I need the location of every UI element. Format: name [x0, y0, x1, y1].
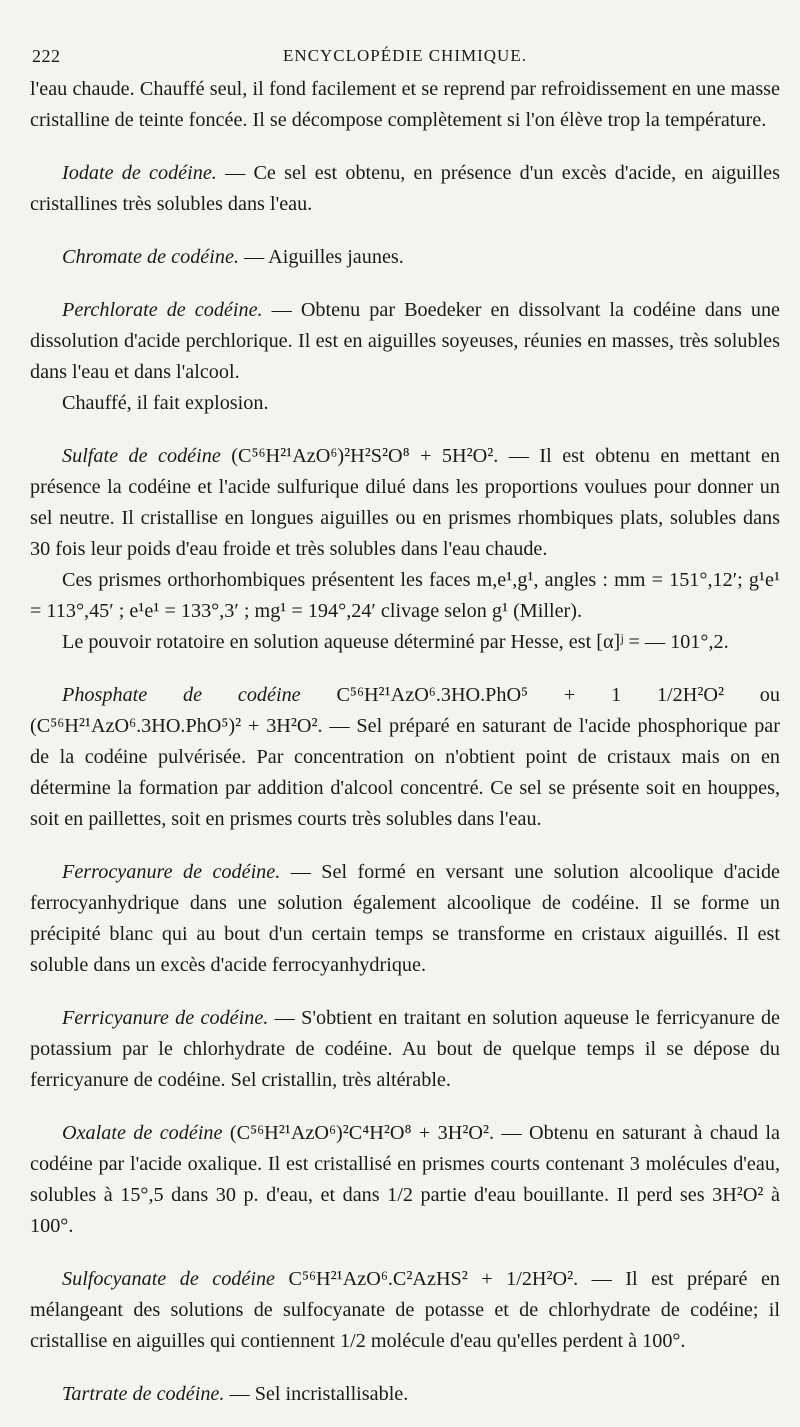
paragraph-title: Sulfate de codéine [62, 445, 221, 467]
paragraph-text: Le pouvoir rotatoire en solution aqueuse déterminé par Hesse, est [α]ʲ = — 101°,2. [62, 631, 729, 653]
page-body [30, 74, 780, 1410]
paragraph-text: — S'obtient en traitant en solution aqueuse le ferricyanure de potassium par le chlorhydrate de codéine. Au bout de quelque temps il se dépose du ferricyanure de codéine. Sel cristallin, très altérable. [30, 1007, 780, 1091]
paragraph-text: Chauffé, il fait explosion. [62, 392, 269, 414]
paragraph-title: Phosphate de codéine [62, 684, 301, 706]
paragraph-sulfate-crystals [30, 565, 780, 627]
paragraph-title: Ferricyanure de codéine. [62, 1007, 269, 1029]
paragraph-tartrate [30, 1379, 780, 1410]
paragraph-title: Perchlorate de codéine. [62, 299, 263, 321]
paragraph-chromate [30, 242, 780, 273]
paragraph-title: Oxalate de codéine [62, 1122, 223, 1144]
paragraph-title: Chromate de codéine. [62, 246, 239, 268]
paragraph-text: l'eau chaude. Chauffé seul, il fond facilement et se reprend par refroidissement en une masse cristalline de teinte foncée. Il se décompose complètement si l'on élève trop la température. [30, 78, 780, 131]
paragraph-text: — Sel formé en versant une solution alcoolique d'acide ferrocyanhydrique dans une solution également alcoolique de codéine. Il se forme un précipité blanc qui au bout d'un certain temps se transforme en cristaux aiguillés. Il est soluble dans un excès d'acide ferrocyanhydrique. [30, 861, 780, 976]
paragraph-title: Ferrocyanure de codéine. [62, 861, 281, 883]
paragraph-text: C⁵⁶H²¹AzO⁶.3HO.PhO⁵ + 1 1/2H²O² ou (C⁵⁶H²¹AzO⁶.3HO.PhO⁵)² + 3H²O². — Sel préparé en saturant de l'acide phosphorique par de la codéine pulvérisée. Par concentration on n'obtient point de cristaux mais on en détermine la formation par addition d'alcool concentré. Ce sel se présente soit en houppes, soit en paillettes, soit en prismes courts très solubles dans l'eau. [30, 684, 780, 830]
paragraph-text: — Aiguilles jaunes. [244, 246, 404, 268]
paragraph-ferrocyanure [30, 857, 780, 981]
paragraph-iodate [30, 158, 780, 220]
paragraph-sulfate [30, 441, 780, 565]
paragraph-ferricyanure [30, 1003, 780, 1096]
page-number: 222 [32, 46, 61, 66]
paragraph-text: Ces prismes orthorhombiques présentent les faces m,e¹,g¹, angles : mm = 151°,12′; g¹e¹ = 113°,45′ ; e¹e¹ = 133°,3′ ; mg¹ = 194°,24′ clivage selon g¹ (Miller). [30, 569, 780, 622]
paragraph-text: — Obtenu par Boedeker en dissolvant la codéine dans une dissolution d'acide perchlorique. Il est en aiguilles soyeuses, réunies en masses, très solubles dans l'eau et dans l'alcool. [30, 299, 780, 383]
paragraph-text: C⁵⁶H²¹AzO⁶.C²AzHS² + 1/2H²O². — Il est préparé en mélangeant des solutions de sulfocyanate de potasse et de chlorhydrate de codéine; il cristallise en aiguilles qui contiennent 1/2 molécule d'eau qu'elles perdent à 100°. [30, 1268, 781, 1352]
paragraph-oxalate [30, 1118, 780, 1242]
paragraph-text: — Ce sel est obtenu, en présence d'un excès d'acide, en aiguilles cristallines très solubles dans l'eau. [30, 162, 781, 215]
paragraph-sulfate-rotation [30, 627, 780, 658]
paragraph-text: — Sel incristallisable. [229, 1383, 409, 1405]
page-header [30, 40, 780, 74]
running-head: ENCYCLOPÉDIE CHIMIQUE. [283, 46, 527, 65]
paragraph-title: Tartrate de codéine. [62, 1383, 225, 1405]
paragraph-title: Sulfocyanate de codéine [62, 1268, 276, 1290]
paragraph-sulfocyanate [30, 1264, 780, 1357]
paragraph-text: (C⁵⁶H²¹AzO⁶)²C⁴H²O⁸ + 3H²O². — Obtenu en saturant à chaud la codéine par l'acide oxalique. Il est cristallisé en prismes courts contenant 3 molécules d'eau, solubles à 15°,5 dans 30 p. d'eau, et dans 1/2 partie d'eau bouillante. Il perd ses 3H²O² à 100°. [30, 1122, 780, 1237]
paragraph-continuation [30, 74, 780, 136]
paragraph-title: Iodate de codéine. [62, 162, 217, 184]
paragraph-text: (C⁵⁶H²¹AzO⁶)²H²S²O⁸ + 5H²O². — Il est obtenu en mettant en présence la codéine et l'acide sulfurique dilué dans les proportions voulues pour donner un sel neutre. Il cristallise en longues aiguilles ou en prismes rhombiques plats, solubles dans 30 fois leur poids d'eau froide et très solubles dans l'eau chaude. [30, 445, 781, 560]
paragraph-perchlorate-note [30, 388, 780, 419]
paragraph-perchlorate [30, 295, 780, 388]
paragraph-phosphate [30, 680, 780, 835]
